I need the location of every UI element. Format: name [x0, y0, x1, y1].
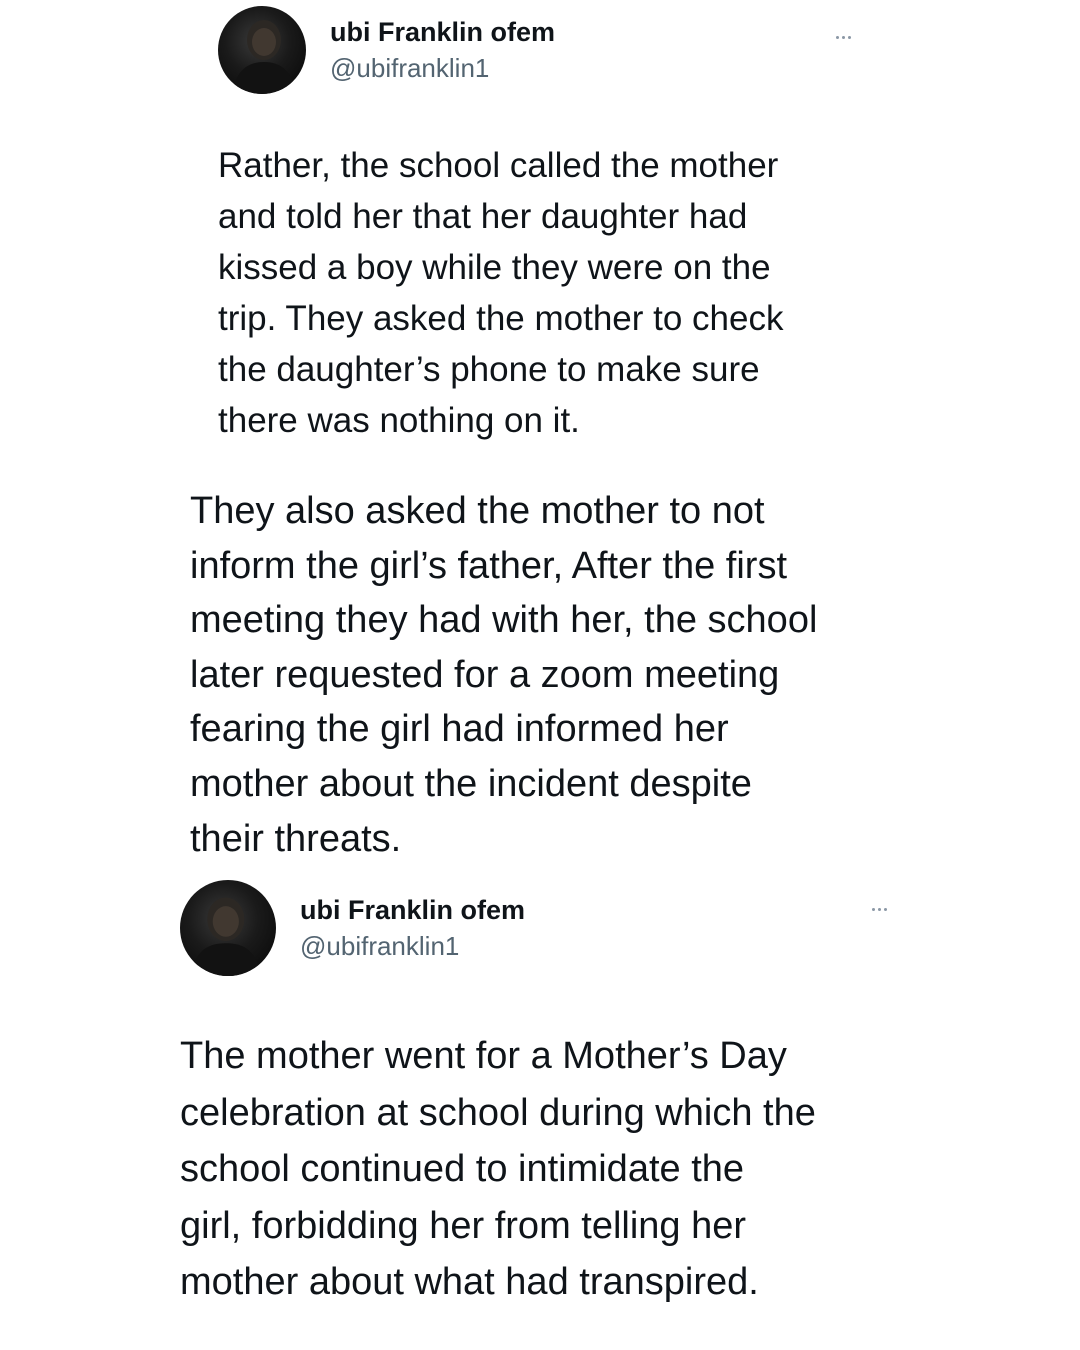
display-name[interactable]: ubi Franklin ofem	[330, 17, 556, 47]
tweet-2-text: They also asked the mother to not inform the girl’s father, After the first meeting they had with her, the school later requested for a zoom meeting fearing the girl had informed her mother about the incident despite their threats.	[190, 490, 818, 860]
tweet-1-header	[218, 6, 555, 94]
person-silhouette-icon	[218, 6, 306, 94]
more-options-icon[interactable]	[872, 908, 887, 911]
display-name[interactable]: ubi Franklin ofem	[300, 895, 526, 925]
author-names	[300, 893, 525, 963]
tweet-3-header	[180, 880, 525, 976]
user-handle[interactable]: @ubifranklin1	[330, 53, 490, 83]
tweet-1-text: Rather, the school called the mother and told her that her daughter had kissed a boy while they were on the trip. They asked the mother to check the daughter’s phone to make sure there was nothing on it.	[218, 146, 784, 440]
author-names	[330, 15, 555, 85]
person-silhouette-icon	[180, 880, 276, 976]
avatar[interactable]	[180, 880, 276, 976]
user-handle[interactable]: @ubifranklin1	[300, 931, 460, 961]
more-options-icon[interactable]	[836, 36, 851, 39]
tweet-3-text: The mother went for a Mother’s Day celebration at school during which the school continued to intimidate the girl, forbidding her from telling her mother about what had transpired.	[180, 1035, 816, 1303]
avatar[interactable]	[218, 6, 306, 94]
